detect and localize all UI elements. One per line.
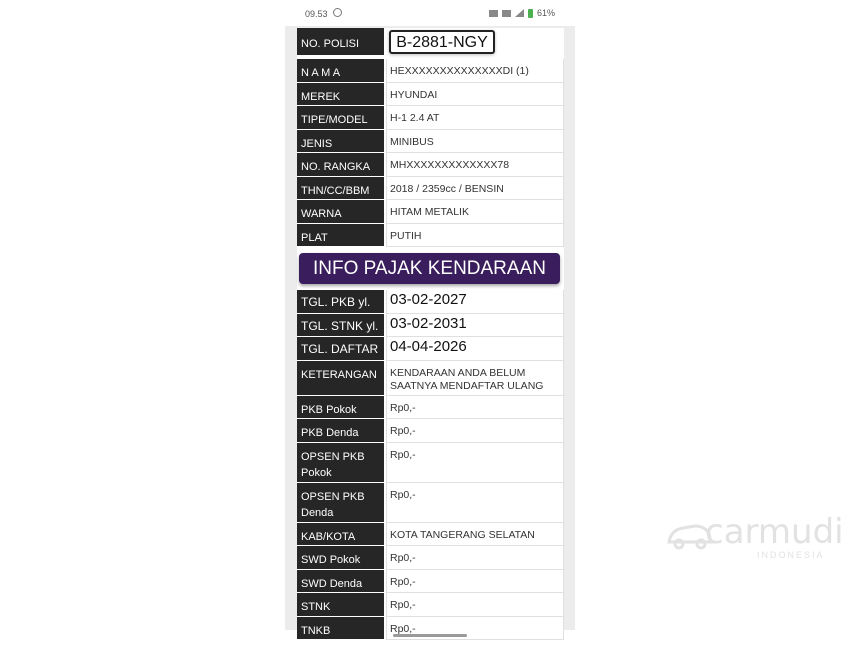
vehicle-row xyxy=(297,130,564,154)
vehicle-value: H-1 2.4 AT xyxy=(386,106,564,130)
status-time: 09.53 xyxy=(305,9,328,19)
vehicle-value: HEXXXXXXXXXXXXXXDI (1) xyxy=(386,59,564,83)
vehicle-value: PUTIH xyxy=(386,224,564,248)
tax-value: KENDARAAN ANDA BELUM SAATNYA MENDAFTAR ULANG xyxy=(386,361,564,396)
tax-value: 04-04-2026 xyxy=(386,337,564,361)
tax-label: TGL. DAFTAR xyxy=(297,337,384,361)
mute-icon xyxy=(489,10,498,17)
vehicle-label: NO. RANGKA xyxy=(297,153,384,177)
tax-row xyxy=(297,290,564,314)
vehicle-value: MINIBUS xyxy=(386,130,564,154)
watermark-brand: carmudi xyxy=(705,512,844,552)
tax-value: KOTA TANGERANG SELATAN xyxy=(386,523,564,547)
tax-row xyxy=(297,523,564,547)
vehicle-row xyxy=(297,200,564,224)
vehicle-value: HITAM METALIK xyxy=(386,200,564,224)
tax-label: SWD Pokok xyxy=(297,546,384,570)
vehicle-label: JENIS xyxy=(297,130,384,154)
signal-icon xyxy=(515,9,524,17)
tax-row xyxy=(297,570,564,594)
whatsapp-icon xyxy=(333,8,342,17)
tax-row xyxy=(297,396,564,420)
tax-row xyxy=(297,337,564,361)
status-icons xyxy=(489,8,555,18)
tax-row xyxy=(297,593,564,617)
tax-value: Rp0,- xyxy=(386,483,564,523)
tax-row xyxy=(297,483,564,523)
tax-label: PKB Denda xyxy=(297,419,384,443)
tax-value: Rp0,- xyxy=(386,443,564,483)
tax-label: TGL. PKB yl. xyxy=(297,290,384,314)
vehicle-label: N A M A xyxy=(297,59,384,83)
tax-row xyxy=(297,443,564,483)
tax-value: 03-02-2031 xyxy=(386,314,564,338)
vehicle-value: 2018 / 2359cc / BENSIN xyxy=(386,177,564,201)
vehicle-label: THN/CC/BBM xyxy=(297,177,384,201)
tax-value: Rp0,- xyxy=(386,396,564,420)
tax-label: TNKB xyxy=(297,617,384,641)
page-content[interactable] xyxy=(297,28,564,637)
vehicle-value: MHXXXXXXXXXXXXX78 xyxy=(386,153,564,177)
vehicle-row xyxy=(297,153,564,177)
tax-label: SWD Denda xyxy=(297,570,384,594)
tax-label: PKB Pokok xyxy=(297,396,384,420)
vehicle-label: MEREK xyxy=(297,83,384,107)
tax-value: Rp0,- xyxy=(386,617,564,641)
tax-label: STNK xyxy=(297,593,384,617)
phone-screen xyxy=(285,0,575,637)
tax-label: OPSEN PKB Pokok xyxy=(297,443,384,483)
tax-label: KAB/KOTA xyxy=(297,523,384,547)
tax-label: KETERANGAN xyxy=(297,361,384,396)
vehicle-value: HYUNDAI xyxy=(386,83,564,107)
tax-row xyxy=(297,314,564,338)
vehicle-row xyxy=(297,106,564,130)
vehicle-row xyxy=(297,59,564,83)
battery-percent: 61% xyxy=(536,8,555,18)
tax-row xyxy=(297,419,564,443)
vehicle-row xyxy=(297,177,564,201)
vehicle-label: PLAT xyxy=(297,224,384,248)
vehicle-row xyxy=(297,224,564,248)
plate-label: NO. POLISI xyxy=(297,28,384,56)
watermark-sub: INDONESIA xyxy=(757,550,825,560)
status-bar xyxy=(285,0,575,26)
wifi-icon xyxy=(502,10,511,17)
tax-label: TGL. STNK yl. xyxy=(297,314,384,338)
gesture-nav-bar[interactable] xyxy=(393,634,467,637)
carmudi-watermark xyxy=(665,512,845,564)
tax-value: Rp0,- xyxy=(386,546,564,570)
tax-value: 03-02-2027 xyxy=(386,290,564,314)
tax-value: Rp0,- xyxy=(386,570,564,594)
tax-value: Rp0,- xyxy=(386,593,564,617)
tax-row xyxy=(297,546,564,570)
tax-info-banner: INFO PAJAK KENDARAAN xyxy=(299,253,560,284)
vehicle-row xyxy=(297,83,564,107)
tax-value: Rp0,- xyxy=(386,419,564,443)
tax-label: OPSEN PKB Denda xyxy=(297,483,384,523)
battery-icon xyxy=(528,9,533,18)
vehicle-label: WARNA xyxy=(297,200,384,224)
vehicle-label: TIPE/MODEL xyxy=(297,106,384,130)
plate-number: B-2881-NGY xyxy=(389,30,495,54)
tax-row xyxy=(297,361,564,396)
